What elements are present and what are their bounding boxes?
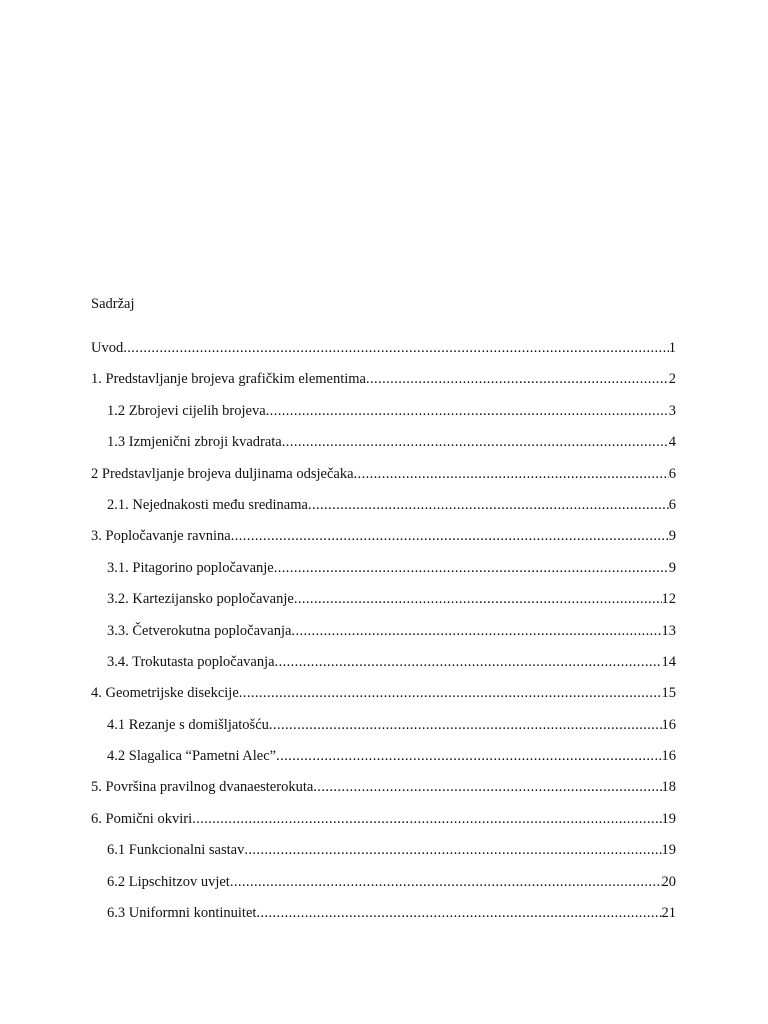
toc-dot-leader (276, 746, 661, 766)
toc-entry-label: 3.3. Četverokutna popločavanja (107, 622, 292, 639)
toc-entry[interactable] (91, 777, 676, 808)
toc-entry-label: 3.1. Pitagorino popločavanje (107, 559, 274, 576)
toc-entry-label: 1.3 Izmjenični zbroji kvadrata (107, 434, 282, 451)
toc-entry-label: 3.2. Kartezijansko popločavanje (107, 591, 294, 608)
toc-entry-page-number: 9 (668, 559, 676, 576)
toc-entry[interactable] (91, 621, 676, 652)
toc-entry-label: 4.1 Rezanje s domišljatošću (107, 716, 269, 733)
toc-dot-leader (231, 526, 669, 546)
toc-entry-label: 6.1 Funkcionalni sastav (107, 842, 245, 859)
toc-entry-page-number: 18 (661, 779, 676, 796)
toc-entry-label: 1. Predstavljanje brojeva grafičkim elementima (91, 371, 366, 388)
toc-entry[interactable] (91, 715, 676, 746)
toc-entry-page-number: 13 (661, 622, 676, 639)
toc-entry-label: 2 Predstavljanje brojeva duljinama odsječaka (91, 465, 354, 482)
toc-entry-label: 2.1. Nejednakosti među sredinama (107, 496, 308, 513)
toc-dot-leader (282, 432, 669, 452)
toc-entry-label: 1.2 Zbrojevi cijelih brojeva (107, 402, 266, 419)
toc-entry[interactable] (91, 903, 676, 934)
toc-entry[interactable] (91, 338, 676, 369)
toc-entry-page-number: 6 (668, 465, 676, 482)
toc-entry[interactable] (91, 652, 676, 683)
toc-entry[interactable] (91, 495, 676, 526)
toc-entry[interactable] (91, 369, 676, 400)
toc-entry-page-number: 12 (661, 591, 676, 608)
toc-entry[interactable] (91, 526, 676, 557)
toc-entry-page-number: 1 (668, 340, 676, 356)
toc-entry-page-number: 21 (661, 905, 676, 922)
toc-dot-leader (275, 652, 662, 672)
toc-entry-label: 3.4. Trokutasta popločavanja (107, 653, 275, 670)
toc-entry-label: Uvod (91, 340, 124, 356)
toc-entry[interactable] (91, 589, 676, 620)
toc-entry[interactable] (91, 840, 676, 871)
toc-entry-page-number: 2 (668, 371, 676, 388)
toc-entry[interactable] (91, 872, 676, 903)
toc-entry-label: 4. Geometrijske disekcije (91, 685, 239, 702)
toc-entry-page-number: 19 (661, 842, 676, 859)
toc-dot-leader (244, 840, 661, 860)
toc-dot-leader (269, 715, 662, 735)
toc-dot-leader (313, 777, 661, 797)
toc-entry-page-number: 16 (661, 716, 676, 733)
toc-entry[interactable] (91, 809, 676, 840)
toc-entry[interactable] (91, 401, 676, 432)
toc-entry[interactable] (91, 558, 676, 589)
toc-dot-leader (192, 809, 661, 829)
toc-entry-page-number: 20 (661, 873, 676, 890)
toc-entry-label: 6. Pomični okviri (91, 810, 193, 827)
toc-entry-page-number: 6 (668, 496, 676, 513)
toc-entry-label: 3. Popločavanje ravnina (91, 528, 231, 545)
toc-entry-page-number: 9 (668, 528, 676, 545)
toc-entry-label: 6.2 Lipschitzov uvjet (107, 873, 230, 890)
toc-entry-page-number: 4 (668, 434, 676, 451)
toc-dot-leader (274, 558, 669, 578)
toc-dot-leader (294, 589, 662, 609)
toc-dot-leader (266, 401, 669, 421)
toc-dot-leader (256, 903, 661, 923)
toc-dot-leader (308, 495, 669, 515)
toc-title: Sadržaj (91, 296, 135, 312)
toc-dot-leader (230, 872, 662, 892)
toc-entry-page-number: 15 (661, 685, 676, 702)
toc-entry-page-number: 19 (661, 810, 676, 827)
toc-dot-leader (291, 621, 661, 641)
toc-dot-leader (123, 338, 669, 358)
toc-dot-leader (354, 464, 669, 484)
toc-entry-label: 6.3 Uniformni kontinuitet (107, 905, 257, 922)
toc-entry[interactable] (91, 432, 676, 463)
toc-entry-page-number: 16 (661, 748, 676, 765)
toc-entry-page-number: 3 (668, 402, 676, 419)
toc-entry-page-number: 14 (661, 653, 676, 670)
toc-entry[interactable] (91, 746, 676, 777)
toc-entry[interactable] (91, 683, 676, 714)
toc-entry[interactable] (91, 464, 676, 495)
toc-dot-leader (366, 369, 669, 389)
toc-entry-label: 4.2 Slagalica “Pametni Alec” (107, 748, 277, 765)
toc-entry-label: 5. Površina pravilnog dvanaesterokuta (91, 779, 314, 796)
toc-dot-leader (239, 683, 662, 703)
toc-list (91, 338, 676, 934)
